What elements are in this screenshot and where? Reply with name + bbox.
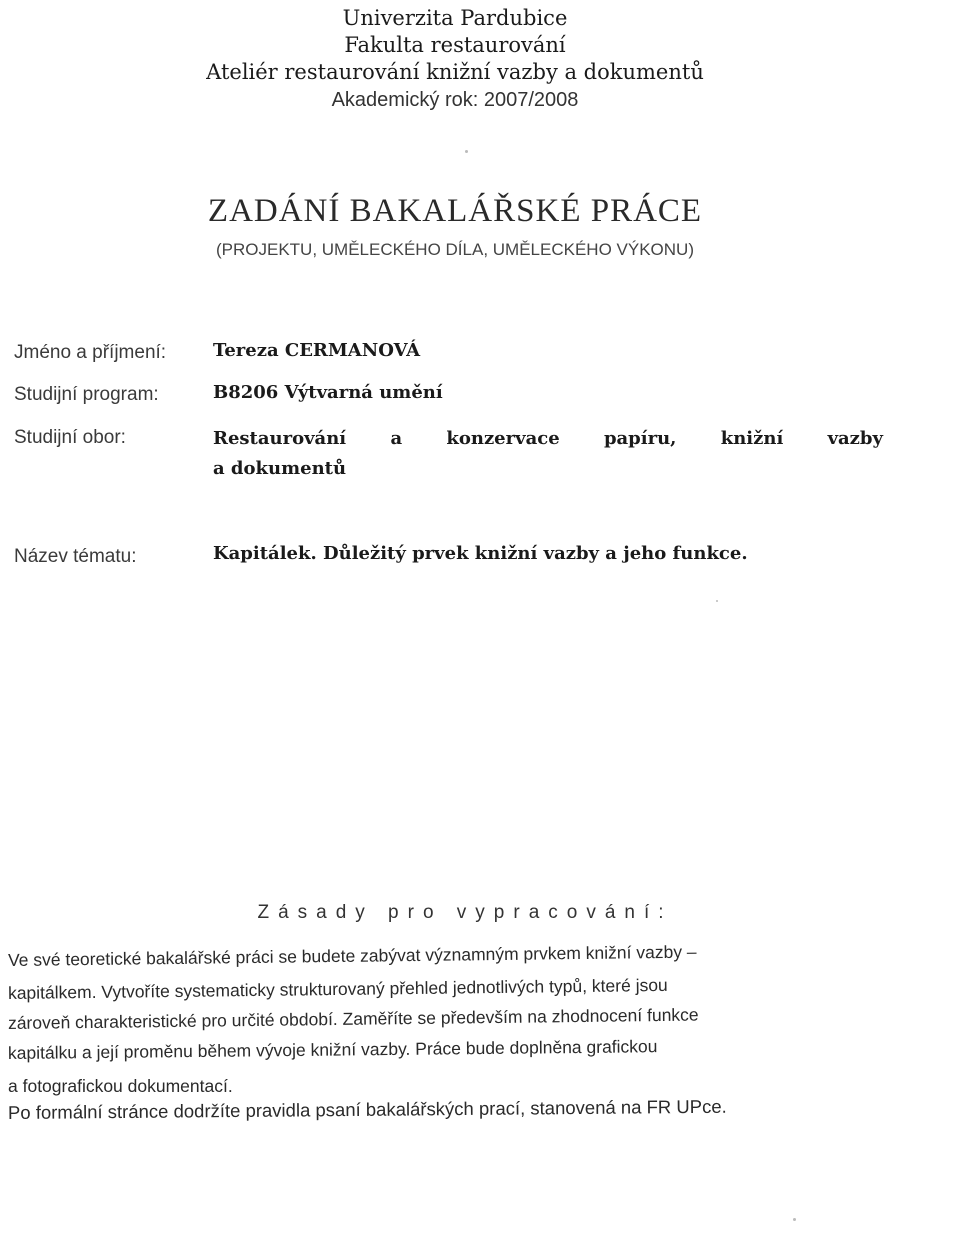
field-of-study-word: papíru, (603, 428, 677, 449)
scan-speck (465, 150, 468, 153)
field-of-study-line-2: a dokumentů (213, 458, 347, 479)
field-of-study-word: a (390, 428, 403, 449)
field-of-study-word: konzervace (446, 428, 560, 449)
field-of-study-word: knižní (720, 428, 784, 449)
topic-value: Kapitálek. Důležitý prvek knižní vazby a jeho funkce. (213, 543, 748, 564)
document-subtitle: (PROJEKTU, UMĚLECKÉHO DÍLA, UMĚLECKÉHO VÝKONU) (216, 240, 694, 259)
principles-heading: Zásady pro vypracování: (257, 902, 673, 923)
field-of-study-label: Studijní obor: (14, 427, 126, 448)
principles-line: kapitálkem. Vytvoříte systematicky strukturovaný přehled jednotlivých typů, které jsou (7, 974, 668, 1003)
field-of-study-line-1 (213, 424, 883, 454)
faculty-name: Fakulta restaurování (344, 33, 566, 57)
name-label: Jméno a příjmení: (14, 342, 167, 363)
principles-line: a fotografickou dokumentací. (8, 1076, 233, 1096)
program-value: B8206 Výtvarná umění (213, 382, 443, 403)
scan-speck (716, 600, 718, 602)
principles-line: zároveň charakteristické pro určité období. Zaměříte se především na zhodnocení funkce (7, 1004, 699, 1033)
university-name: Univerzita Pardubice (342, 6, 568, 30)
field-of-study-word: Restaurování (213, 428, 347, 449)
name-value: Tereza CERMANOVÁ (213, 340, 421, 361)
atelier-name: Ateliér restaurování knižní vazby a dokumentů (206, 60, 704, 84)
document-title: ZADÁNÍ BAKALÁŘSKÉ PRÁCE (207, 193, 703, 229)
academic-year: Akademický rok: 2007/2008 (331, 89, 579, 111)
principles-line: Ve své teoretické bakalářské práci se budete zabývat významným prvkem knižní vazby – (7, 941, 697, 970)
program-label: Studijní program: (14, 384, 159, 405)
field-of-study-value (213, 424, 883, 484)
field-of-study-word: vazby (827, 428, 883, 449)
principles-line: kapitálku a její proměnu během vývoje knižní vazby. Práce bude doplněna grafickou (7, 1036, 658, 1063)
scan-speck (793, 1218, 796, 1221)
topic-label: Název tématu: (14, 546, 137, 567)
principles-line: Po formální stránce dodržíte pravidla psaní bakalářských prací, stanovená na FR UPce. (7, 1095, 727, 1123)
